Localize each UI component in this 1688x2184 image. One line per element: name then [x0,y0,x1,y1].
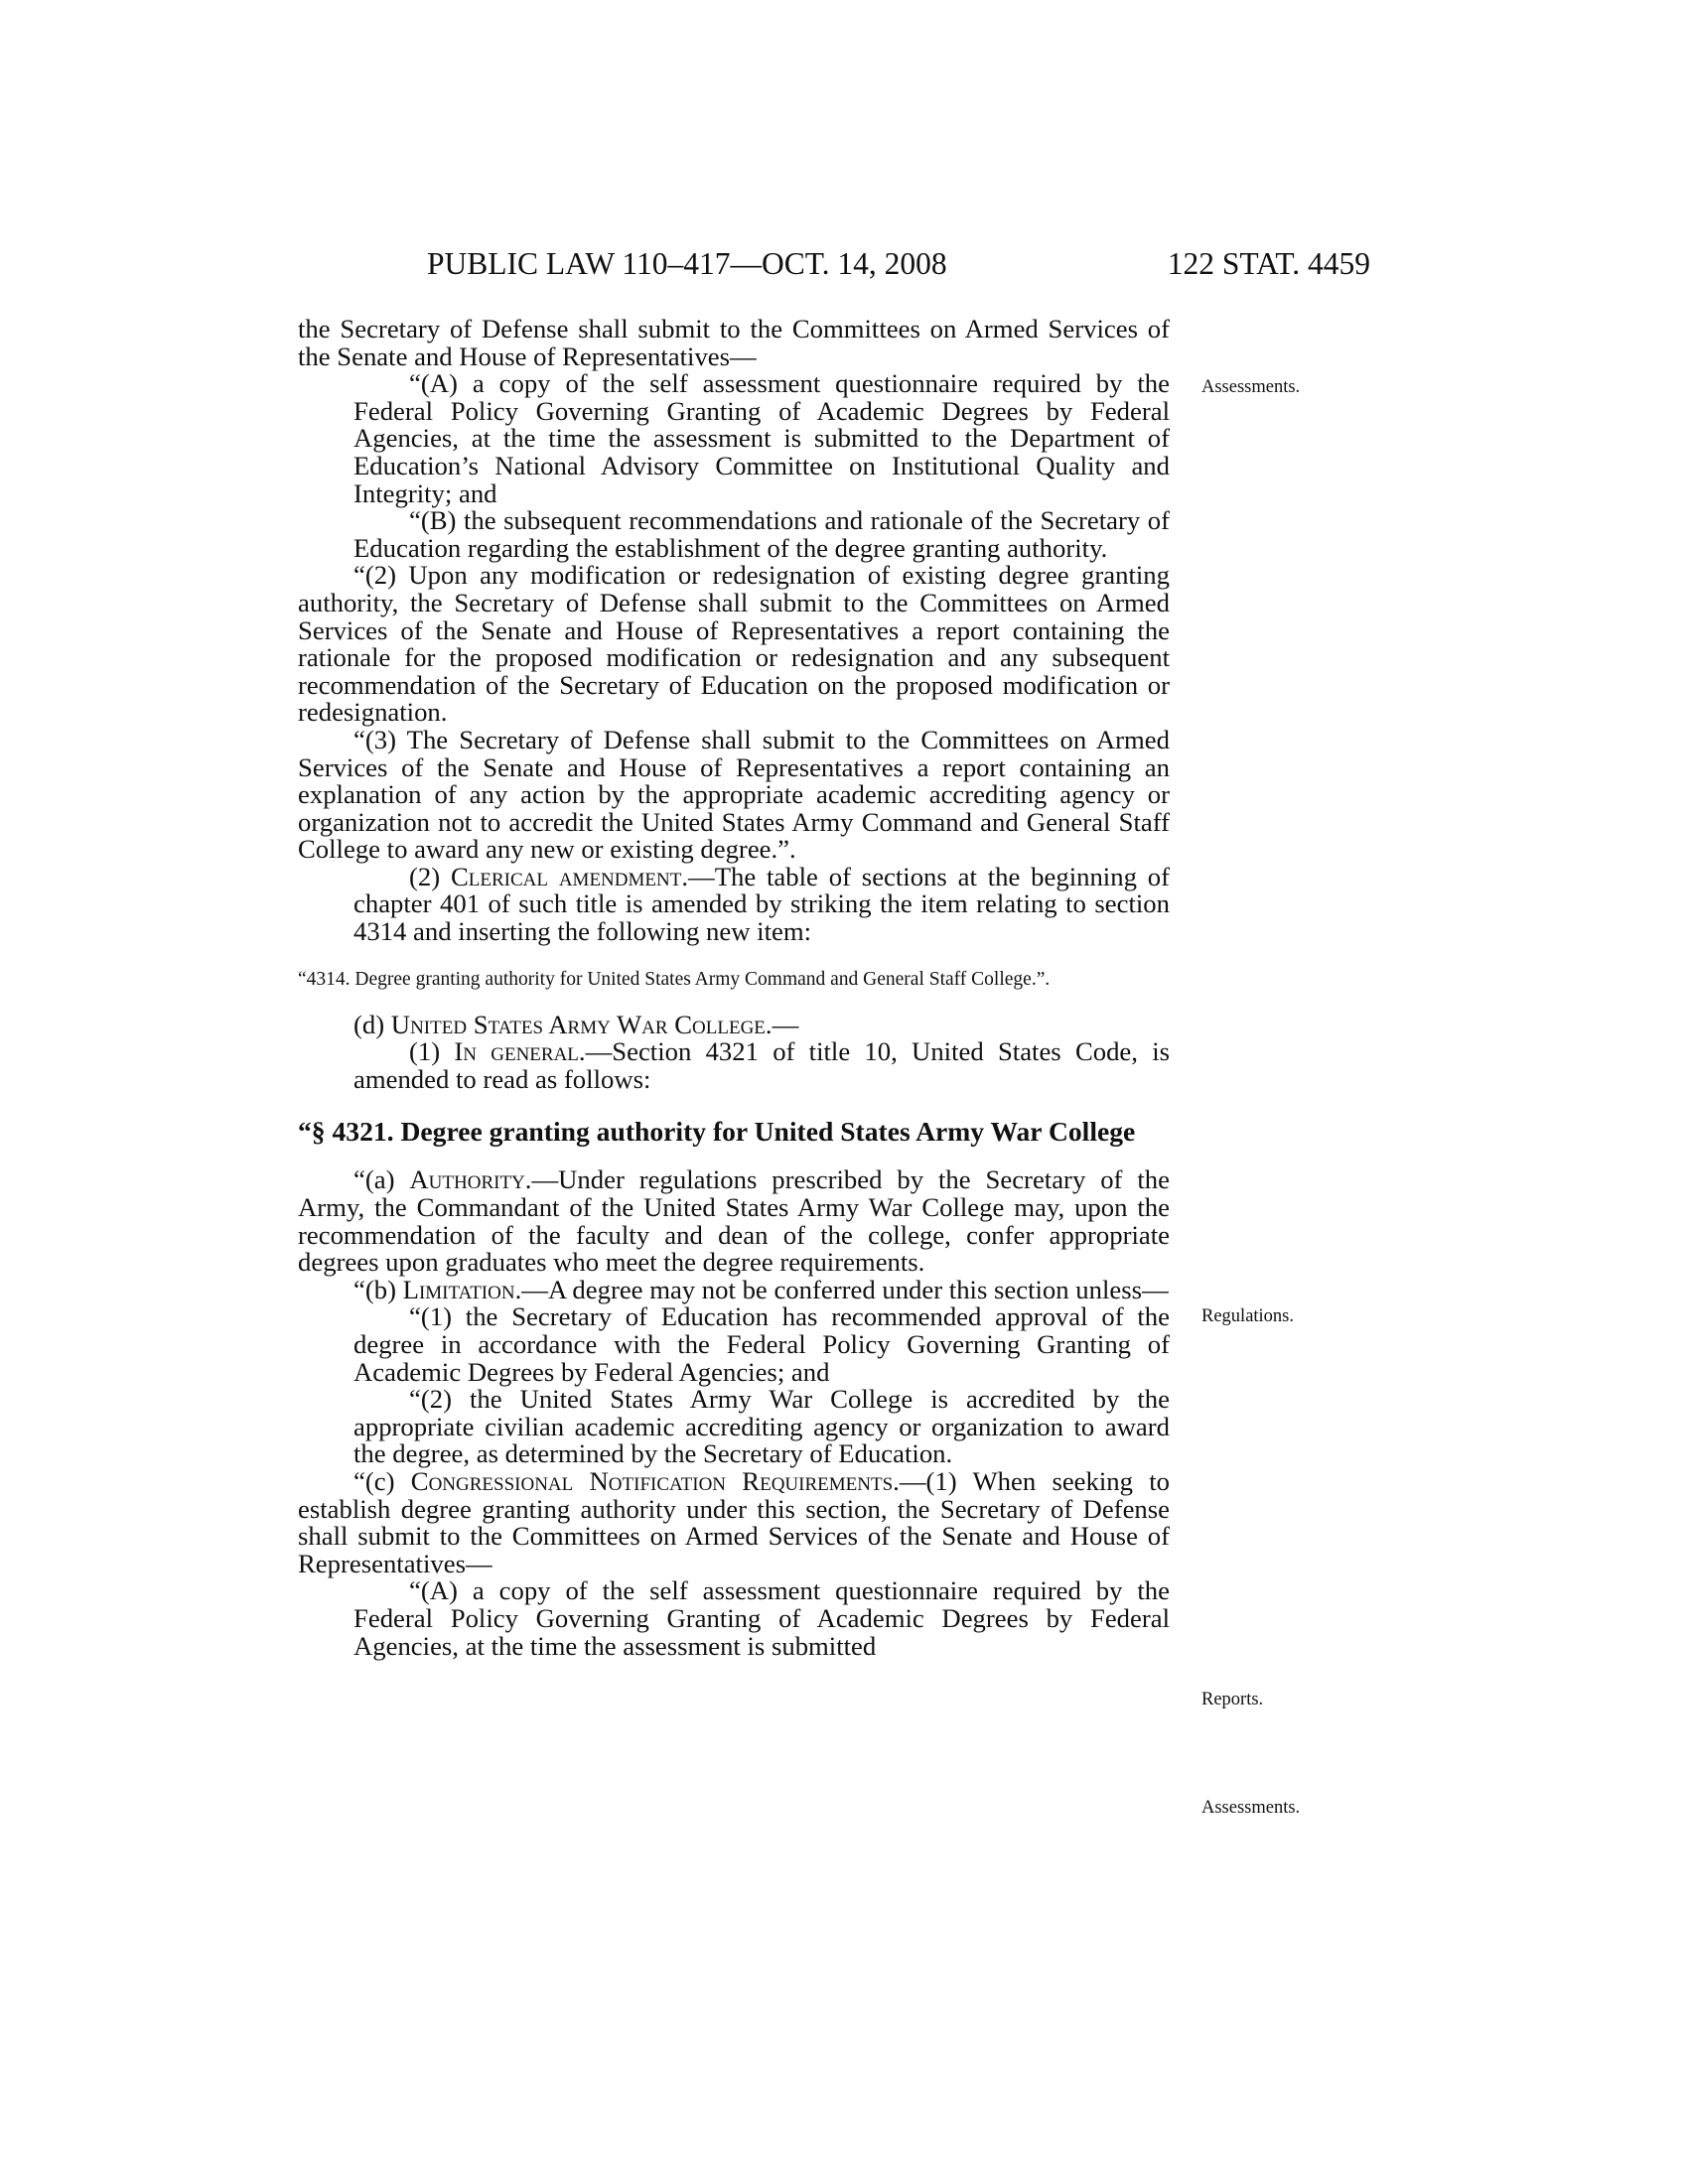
in-general-heading: In general [454,1036,579,1067]
notification-heading: Congressional Notification Requirements [410,1465,894,1496]
margin-note-reports: Reports. [1201,1690,1264,1709]
subsection-a-authority: “(a) Authority.—Under regulations prescribed by the Secretary of the Army, the Commandant of the United States Army War College may, upon the recommendation of the faculty and dean of the college, confer appropriate degrees upon graduates who meet the degree requirements. [298,1164,1170,1278]
table-of-sections-item: “4314. Degree granting authority for United States Army Command and General Staff College.”. [298,968,1051,990]
paragraph-2: “(2) Upon any modification or redesignation of existing degree granting authority, the Secretary of Defense shall submit to the Committees on Armed Services of the Senate and House of Representatives a report containing the rationale for the proposed modification or redesignation and any subsequent recommendation of the Secretary of Education on the proposed modification or redesignation. [298,560,1170,728]
paragraph-3: “(3) The Secretary of Defense shall submit to the Committees on Armed Services of the Senate and House of Representatives a report containing an explanation of any action by the appropriate academic accrediting agency or organization not to accredit the United States Army Command and General Staff College to award any new or existing degree.”. [298,724,1170,865]
margin-note-assessments: Assessments. [1201,377,1301,397]
subsection-d: (d) United States Army War College.— [353,1009,799,1039]
statute-page-number: 122 STAT. 4459 [1167,246,1370,281]
public-law-citation: PUBLIC LAW 110–417—OCT. 14, 2008 [427,246,947,281]
subsection-d-heading: United States Army War College [390,1009,766,1039]
limitation-2: “(2) the United States Army War College is accredited by the appropriate civilian academic accrediting agency or organization to award the degree, as determined by the Secretary of Education. [353,1384,1170,1469]
limitation-1: “(1) the Secretary of Education has recommended approval of the degree in accordance with the Federal Policy Governing Granting of Academic Degrees by Federal Agencies; and [353,1301,1170,1387]
in-general: (1) In general.—Section 4321 of title 10, United States Code, is amended to read as follows: [353,1036,1170,1094]
notification-a: “(A) a copy of the self assessment questionnaire required by the Federal Policy Governing Granting of Academic Degrees by Federal Agencies, at the time the assessment is submitted [353,1575,1170,1661]
margin-note-regulations: Regulations. [1201,1306,1295,1326]
subsection-c-notification: “(c) Congressional Notification Requirements.—(1) When seeking to establish degree granting authority under this section, the Secretary of Defense shall submit to the Committees on Armed Services of the Senate and House of Representatives— [298,1465,1171,1578]
page-body [298,316,1170,1660]
paragraph-intro: the Secretary of Defense shall submit to the Committees on Armed Services of the Senate and House of Representatives— [298,314,1170,371]
section-heading: “§ 4321. Degree granting authority for United States Army War College [298,1116,1136,1148]
clerical-amendment: (2) Clerical amendment.—The table of sections at the beginning of chapter 401 of such title is amended by striking the item relating to section 4314 and inserting the following new item: [353,861,1170,947]
clerical-amendment-heading: Clerical amendment [450,861,682,891]
subsection-b-limitation: “(b) Limitation.—A degree may not be conferred under this section unless— [353,1274,1169,1304]
running-header [298,246,1370,286]
paragraph-b: “(B) the subsequent recommendations and rationale of the Secretary of Education regarding the establishment of the degree granting authority. [353,505,1170,563]
margin-note-assessments-2: Assessments. [1201,1798,1301,1818]
paragraph-a: “(A) a copy of the self assessment questionnaire required by the Federal Policy Governing Granting of Academic Degrees by Federal Agencies, at the time the assessment is submitted to the Department of Education’s National Advisory Committee on Institutional Quality and Integrity; and [353,368,1170,508]
authority-heading: Authority [409,1164,525,1195]
limitation-heading: Limitation [402,1274,515,1304]
